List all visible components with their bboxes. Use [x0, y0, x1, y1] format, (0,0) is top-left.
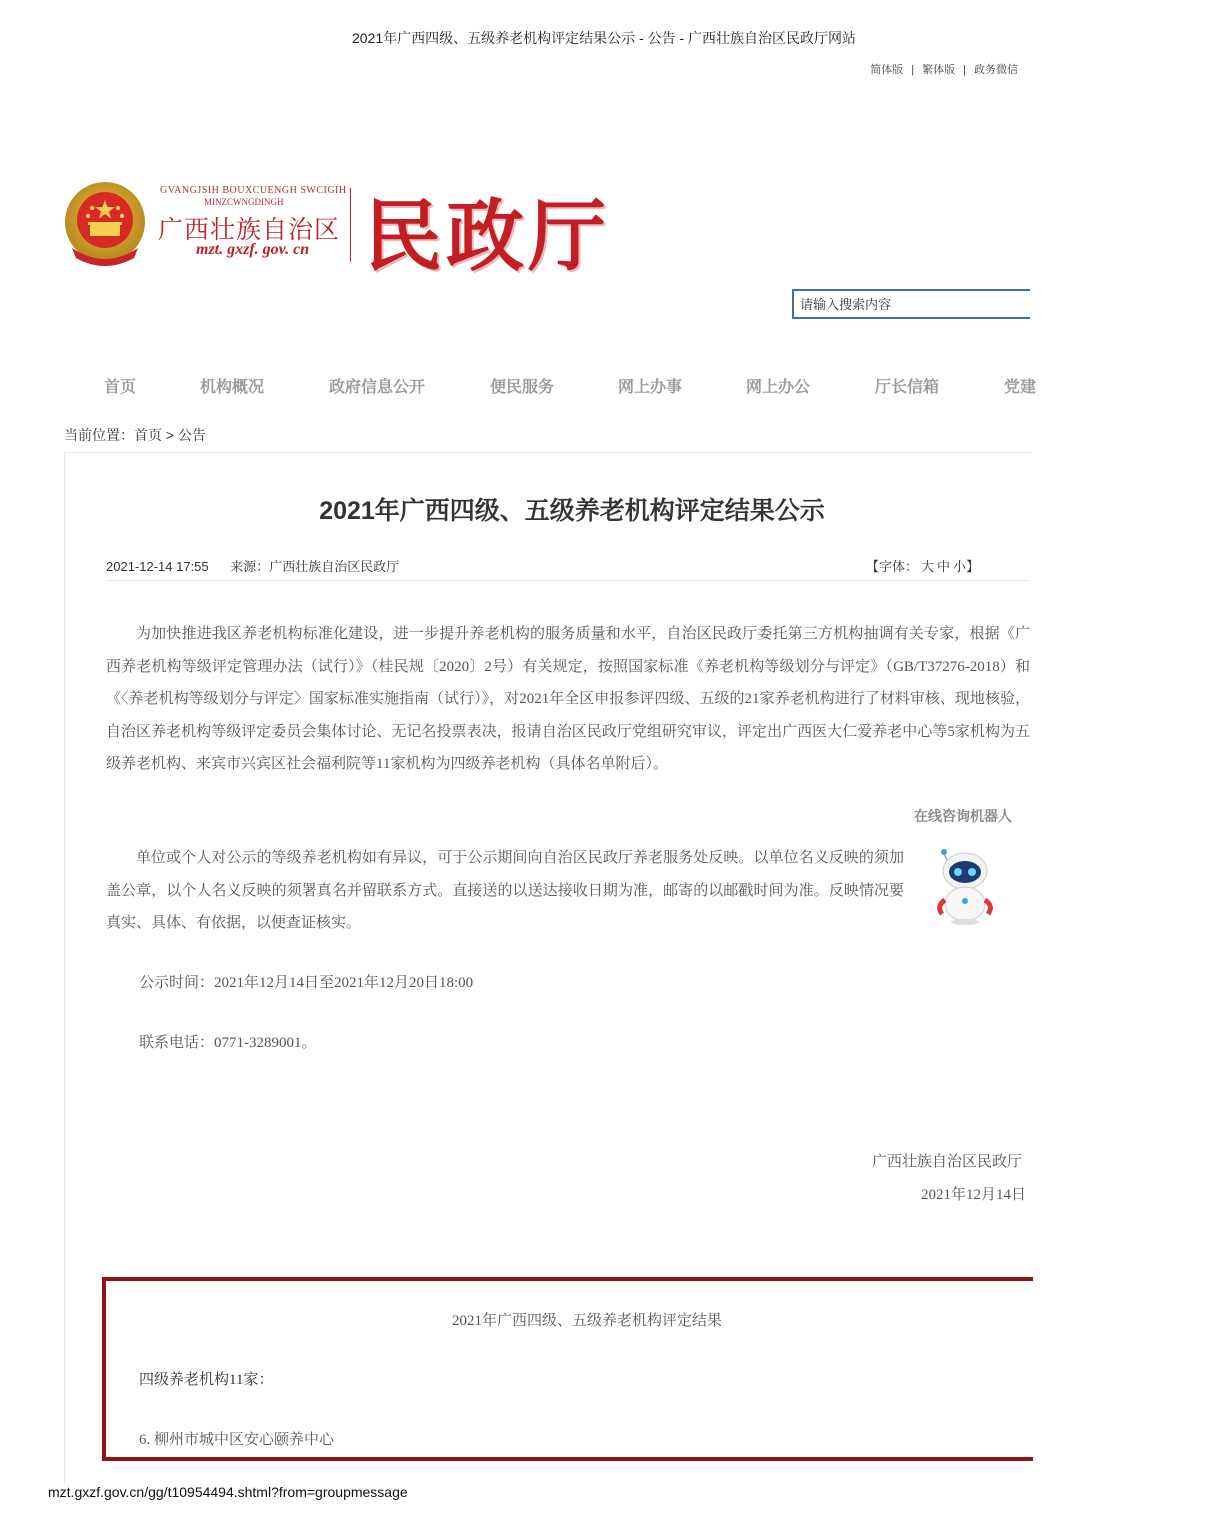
- robot-icon[interactable]: [932, 848, 998, 926]
- font-size-end: 】: [966, 559, 980, 574]
- level4-heading: 四级养老机构11家：: [139, 1372, 274, 1388]
- logo-latin-line2: MINZCWNGDINGH: [204, 197, 284, 207]
- nav-item-director-mailbox[interactable]: 厅长信箱: [875, 379, 940, 396]
- main-nav: [104, 374, 1037, 400]
- signature-org: 广西壮族自治区民政厅: [872, 1154, 1023, 1170]
- article-paragraph-1: 为加快推进我区养老机构标准化建设，进一步提升养老机构的服务质量和水平，自治区民政厅委托第三方机构抽调有关专家，根据《广西养老机构等级评定管理办法（试行）》（桂民规〔2020〕2号）有关规定，按照国家标准《养老机构等级划分与评定》（GB/T37276-2018）和《〈养老机构等级划分与评定〉国家标准实施指南（试行）》，对2021年全区申报参评四级、五级的21家养老机构进行了材料审核、现地核验，自治区养老机构等级评定委员会集体讨论、无记名投票表决，报请自治区民政厅党组研究审议，评定出广西医大仁爱养老中心等5家机构为五级养老机构、来宾市兴宾区社会福利院等11家机构为四级养老机构（具体名单附后）。: [106, 626, 1030, 773]
- simplified-chinese-link[interactable]: 简体版: [870, 64, 904, 76]
- logo-divider: [350, 188, 351, 262]
- search-input[interactable]: [792, 289, 1030, 319]
- breadcrumb-label: 当前位置：: [64, 427, 134, 443]
- font-size-large[interactable]: 大: [921, 559, 935, 574]
- logo-domain: mzt. gxzf. gov. cn: [196, 241, 310, 258]
- meta-divider: [106, 580, 1030, 581]
- logo-dept-name[interactable]: 民政厅: [364, 193, 611, 280]
- robot-label[interactable]: 在线咨询机器人: [914, 808, 1012, 824]
- nav-item-party-building[interactable]: 党建: [1004, 379, 1037, 396]
- nav-item-home[interactable]: 首页: [104, 379, 137, 396]
- nav-item-online-office[interactable]: 网上办公: [746, 379, 811, 396]
- nav-item-overview[interactable]: 机构概况: [200, 379, 265, 396]
- article-paragraph-2: 单位或个人对公示的等级养老机构如有异议，可于公示期间向自治区民政厅养老服务处反映。以单位名义反映的须加盖公章，以个人名义反映的须署真名并留联系方式。直接送的以送达接收日期为准，邮寄的以邮戳时间为准。反映情况要真实、具体、有依据，以便查证核实。: [106, 850, 904, 932]
- breadcrumb-current[interactable]: 公告: [177, 427, 206, 443]
- nav-item-public-service[interactable]: 便民服务: [490, 379, 555, 396]
- logo-region-name: 广西壮族自治区: [158, 217, 341, 244]
- list-item: 6. 柳州市城中区安心颐养中心: [139, 1432, 335, 1448]
- breadcrumb: [64, 425, 206, 445]
- contact-phone: 联系电话：0771-3289001。: [139, 1035, 317, 1051]
- page-url: mzt.gxzf.gov.cn/gg/t10954494.shtml?from=groupmessage: [48, 1484, 408, 1500]
- article-date: 2021-12-14 17:55: [106, 559, 209, 574]
- logo-latin-line1: GVANGJSIH BOUXCUENGH SWCIGIH: [160, 185, 347, 196]
- font-size-label: 【字体：: [866, 559, 919, 574]
- article-meta: [106, 556, 399, 575]
- top-links: 简体版 | 繁体版 | 政务微信: [870, 64, 1018, 76]
- window-title: 2021年广西四级、五级养老机构评定结果公示 - 公告 - 广西壮族自治区民政厅网站: [351, 30, 857, 46]
- national-emblem-icon: [62, 178, 148, 270]
- article-source: 来源：广西壮族自治区民政厅: [230, 559, 400, 574]
- font-size-medium[interactable]: 中: [937, 559, 951, 574]
- article-title: 2021年广西四级、五级养老机构评定结果公示: [319, 497, 825, 525]
- breadcrumb-home[interactable]: 首页: [134, 427, 162, 443]
- signature-date: 2021年12月14日: [921, 1187, 1027, 1203]
- gov-wechat-link[interactable]: 政务微信: [974, 64, 1018, 76]
- breadcrumb-separator: >: [165, 427, 175, 443]
- nav-item-gov-info[interactable]: 政府信息公开: [329, 379, 426, 396]
- results-title: 2021年广西四级、五级养老机构评定结果: [451, 1313, 722, 1329]
- font-size-control: [866, 556, 979, 575]
- traditional-chinese-link[interactable]: 繁体版: [922, 64, 956, 76]
- nav-item-online-affairs[interactable]: 网上办事: [618, 379, 683, 396]
- font-size-small[interactable]: 小: [953, 559, 967, 574]
- publicity-period: 公示时间：2021年12月14日至2021年12月20日18:00: [139, 975, 474, 991]
